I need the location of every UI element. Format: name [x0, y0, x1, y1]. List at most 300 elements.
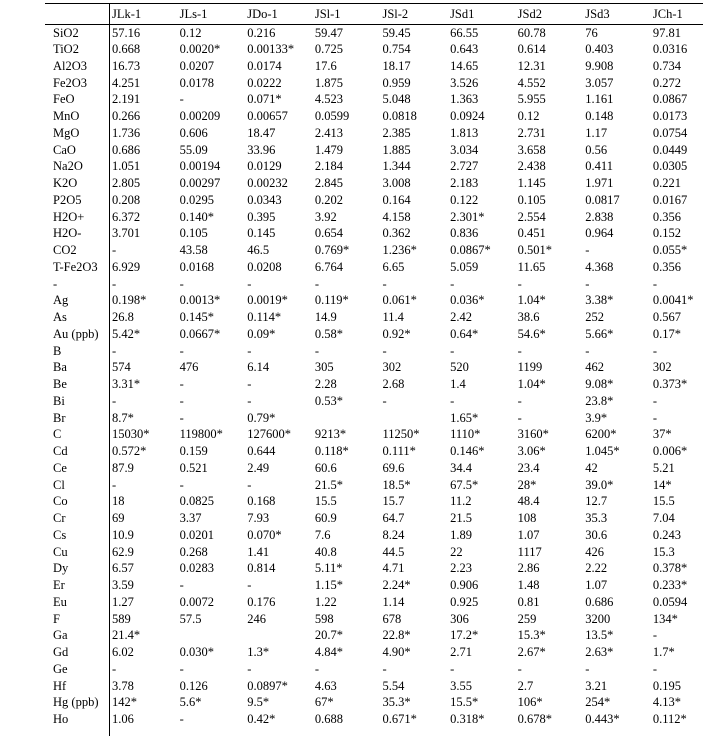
- table-cell: 2.183: [450, 176, 479, 191]
- table-cell: 1.17: [585, 125, 608, 140]
- table-cell: -: [517, 661, 522, 676]
- row-label: H2O+: [53, 209, 85, 224]
- table-cell: 0.572*: [112, 444, 147, 459]
- table-cell: 0.0041*: [652, 293, 694, 308]
- table-cell: 18: [112, 494, 125, 509]
- row-label: T-Fe2O3: [53, 259, 98, 274]
- table-cell: 14.65: [450, 58, 479, 73]
- table-cell: 15.3*: [517, 628, 546, 643]
- table-cell: 17.2*: [450, 628, 479, 643]
- table-cell: 0.443*: [585, 712, 620, 727]
- table-cell: 26.8: [112, 310, 134, 325]
- table-cell: 0.202: [314, 192, 343, 207]
- table-cell: 3.78: [112, 678, 134, 693]
- table-cell: 305: [314, 360, 334, 375]
- row-label: P2O5: [53, 192, 82, 207]
- table-cell: 11250*: [382, 427, 420, 442]
- column-header: JCh-1: [650, 4, 703, 25]
- table-cell: 60.9: [314, 511, 337, 526]
- table-cell: 0.006*: [652, 444, 688, 459]
- table-cell: 43.58: [179, 243, 208, 258]
- table-cell: 0.0599: [314, 109, 350, 124]
- table-cell: 0.362: [382, 226, 411, 241]
- table-cell: 0.00209: [179, 109, 221, 124]
- table-cell: 9.5*: [247, 695, 270, 710]
- table-cell: 18.17: [382, 58, 411, 73]
- table-row: [45, 376, 703, 393]
- table-cell: 3.38*: [585, 293, 614, 308]
- table-cell: 246: [247, 611, 266, 626]
- table-row: [45, 460, 703, 477]
- table-header: [45, 4, 703, 25]
- table-cell: 37*: [652, 427, 672, 442]
- table-row: [45, 326, 703, 343]
- table-cell: 2.49: [247, 460, 270, 475]
- table-cell: 38.6: [517, 310, 540, 325]
- table-cell: 259: [517, 611, 537, 626]
- table-cell: 0.119*: [314, 293, 349, 308]
- table-row: [45, 628, 703, 645]
- table-cell: 0.126: [179, 678, 208, 693]
- table-cell: 1.15*: [314, 578, 343, 593]
- row-label: Ge: [53, 661, 68, 676]
- table-cell: 0.0867*: [450, 243, 491, 258]
- table-cell: 3160*: [517, 427, 549, 442]
- table-cell: 14.9: [314, 310, 337, 325]
- table-row: [45, 443, 703, 460]
- table-row: [45, 92, 703, 109]
- table-row: [45, 577, 703, 594]
- table-cell: 520: [450, 360, 469, 375]
- table-cell: -: [652, 393, 658, 408]
- table-cell: 0.105: [179, 226, 208, 241]
- table-cell: 21.5*: [314, 477, 343, 492]
- table-cell: 0.0667*: [179, 326, 221, 341]
- table-cell: 7.6: [314, 527, 331, 542]
- table-cell: 2.42: [450, 310, 472, 325]
- table-cell: 462: [585, 360, 605, 375]
- table-cell: 5.048: [382, 92, 411, 107]
- table-cell: -: [517, 393, 522, 408]
- row-label: B: [53, 343, 62, 358]
- table-cell: 30.6: [585, 527, 608, 542]
- table-cell: 0.0201: [179, 527, 214, 542]
- table-cell: 0.111*: [382, 444, 416, 459]
- table-cell: 0.216: [247, 25, 276, 40]
- table-cell: 0.925: [450, 594, 479, 609]
- table-row: [45, 209, 703, 226]
- table-cell: 3.658: [517, 142, 546, 157]
- row-label: Fe2O3: [53, 75, 88, 90]
- table-cell: 23.8*: [585, 393, 614, 408]
- table-cell: 21.5: [450, 511, 472, 526]
- table-cell: 2.184: [314, 159, 343, 174]
- table-cell: 0.92*: [382, 326, 411, 341]
- table-cell: 0.114*: [247, 310, 282, 325]
- row-label: Ag: [53, 293, 69, 308]
- table-cell: 0.266: [112, 109, 141, 124]
- table-cell: 0.0167: [652, 192, 688, 207]
- table-cell: 0.12: [179, 25, 202, 40]
- table-cell: 0.09*: [247, 326, 276, 341]
- table-cell: 108: [517, 511, 537, 526]
- table-cell: 1.07: [517, 527, 540, 542]
- table-cell: 1.479: [314, 142, 343, 157]
- table-cell: 1.7*: [652, 645, 675, 660]
- table-cell: 0.0072: [179, 594, 214, 609]
- table-cell: 0.501*: [517, 243, 553, 258]
- table-cell: 0.00194: [179, 159, 221, 174]
- table-cell: -: [517, 343, 522, 358]
- table-cell: 254*: [585, 695, 611, 710]
- table-cell: 15030*: [112, 427, 150, 442]
- table-cell: 0.070*: [247, 527, 282, 542]
- table-row: [45, 309, 703, 326]
- table-row: [45, 678, 703, 695]
- table-cell: 69: [112, 511, 125, 526]
- table-cell: 0.79*: [247, 410, 276, 425]
- table-cell: 476: [179, 360, 199, 375]
- column-header: JSd2: [515, 4, 583, 25]
- table-cell: 0.030*: [179, 645, 214, 660]
- table-cell: 0.654: [314, 226, 343, 241]
- table-row: [45, 276, 703, 293]
- table-cell: 4.84*: [314, 645, 343, 660]
- table-cell: -: [179, 276, 184, 291]
- table-cell: 0.644: [247, 444, 276, 459]
- column-header: JLk-1: [109, 4, 177, 25]
- table-cell: 1110*: [450, 427, 481, 442]
- table-cell: 1.89: [450, 527, 472, 542]
- table-cell: 0.64*: [450, 326, 479, 341]
- table-cell: 0.734: [652, 58, 682, 73]
- table-cell: 18.47: [247, 125, 276, 140]
- table-row: [45, 360, 703, 377]
- table-row: [45, 259, 703, 276]
- table-cell: [379, 410, 447, 427]
- table-cell: 1.045*: [585, 444, 620, 459]
- table-cell: -: [112, 477, 117, 492]
- table-cell: 5.955: [517, 92, 546, 107]
- row-label: Dy: [53, 561, 69, 576]
- table-cell: 22.8*: [382, 628, 411, 643]
- table-cell: 0.0173: [652, 109, 688, 124]
- table-row: [45, 544, 703, 561]
- table-cell: 0.614: [517, 42, 546, 57]
- table-cell: 3.37: [179, 511, 202, 526]
- table-row: [45, 175, 703, 192]
- table-cell: 59.47: [314, 25, 343, 40]
- table-cell: 8.24: [382, 527, 405, 542]
- table-cell: 6.02: [112, 645, 134, 660]
- table-cell: 0.0129: [247, 159, 282, 174]
- table-cell: 1.161: [585, 92, 614, 107]
- table-cell: 0.58*: [314, 326, 343, 341]
- table-cell: 3.057: [585, 75, 614, 90]
- table-cell: 3.55: [450, 678, 472, 693]
- table-row: [45, 695, 703, 712]
- table-cell: 11.65: [517, 259, 546, 274]
- row-label: Cd: [53, 444, 68, 459]
- table-cell: -: [382, 343, 387, 358]
- table-cell: -: [179, 661, 184, 676]
- table-cell: 0.356: [652, 209, 682, 224]
- table-cell: 0.112*: [652, 712, 687, 727]
- table-cell: 0.814: [247, 561, 276, 576]
- row-label: F: [53, 611, 60, 626]
- table-cell: 4.552: [517, 75, 546, 90]
- table-cell: 2.805: [112, 176, 141, 191]
- table-cell: 9213*: [314, 427, 347, 442]
- table-cell: -: [247, 276, 252, 291]
- table-cell: 0.964: [585, 226, 614, 241]
- column-header: JSd3: [582, 4, 650, 25]
- row-label: Cl: [53, 477, 65, 492]
- table-cell: 0.0594: [652, 594, 688, 609]
- table-cell: 3.526: [450, 75, 479, 90]
- table-cell: 2.68: [382, 377, 405, 392]
- row-label: TiO2: [53, 42, 79, 57]
- table-cell: 0.0020*: [179, 42, 221, 57]
- table-cell: -: [652, 410, 658, 425]
- table-cell: 0.061*: [382, 293, 417, 308]
- table-cell: 15.3: [652, 544, 675, 559]
- table-cell: -: [382, 393, 387, 408]
- table-cell: 0.0754: [652, 125, 688, 140]
- table-cell: 67.5*: [450, 477, 479, 492]
- table-cell: 0.272: [652, 75, 682, 90]
- table-cell: 3.06*: [517, 444, 546, 459]
- table-cell: -: [179, 410, 184, 425]
- table-cell: -: [585, 243, 590, 258]
- table-cell: 0.0283: [179, 561, 214, 576]
- table-cell: 1.363: [450, 92, 479, 107]
- column-header: JDo-1: [244, 4, 312, 25]
- table-cell: 0.198*: [112, 293, 147, 308]
- table-row: [45, 242, 703, 259]
- table-cell: 3.701: [112, 226, 141, 241]
- table-cell: 0.318*: [450, 712, 485, 727]
- row-label: As: [53, 310, 67, 325]
- table-row: [45, 477, 703, 494]
- row-label: Al2O3: [53, 58, 88, 73]
- column-header: JSl-2: [379, 4, 447, 25]
- table-cell: 0.176: [247, 594, 276, 609]
- table-row: [45, 561, 703, 578]
- table-cell: 1.07: [585, 578, 608, 593]
- table-cell: 0.906: [450, 578, 479, 593]
- column-header: JSl-1: [312, 4, 380, 25]
- table-cell: 2.554: [517, 209, 546, 224]
- table-cell: 1.885: [382, 142, 411, 157]
- table-cell: 12.31: [517, 58, 546, 73]
- table-cell: 48.4: [517, 494, 540, 509]
- table-cell: 1.051: [112, 159, 141, 174]
- table-cell: 11.2: [450, 494, 472, 509]
- table-cell: 60.6: [314, 460, 337, 475]
- table-cell: 589: [112, 611, 131, 626]
- table-cell: 54.6*: [517, 326, 546, 341]
- column-header: JSd1: [447, 4, 515, 25]
- table-row: [45, 25, 703, 42]
- table-cell: 426: [585, 544, 605, 559]
- table-cell: 0.0897*: [247, 678, 288, 693]
- table-row: [45, 494, 703, 511]
- table-cell: 0.959: [382, 75, 411, 90]
- table-cell: 0.0817: [585, 192, 620, 207]
- table-cell: 1.22: [314, 594, 337, 609]
- table-cell: 1.4: [450, 377, 466, 392]
- row-label: Cs: [53, 527, 67, 542]
- table-cell: 0.56: [585, 142, 608, 157]
- table-cell: 64.7: [382, 511, 405, 526]
- table-cell: 0.0316: [652, 42, 688, 57]
- table-cell: 252: [585, 310, 605, 325]
- table-cell: 1117: [517, 544, 542, 559]
- table-cell: 57.16: [112, 25, 141, 40]
- table-cell: 35.3: [585, 511, 608, 526]
- table-cell: 127600*: [247, 427, 291, 442]
- table-cell: 1.27: [112, 594, 134, 609]
- header-row: [45, 4, 703, 25]
- table-cell: 0.0343: [247, 192, 282, 207]
- table-cell: 2.731: [517, 125, 546, 140]
- table-cell: 23.4: [517, 460, 540, 475]
- table-cell: 4.71: [382, 561, 405, 576]
- table-cell: -: [652, 661, 658, 676]
- table-cell: 134*: [652, 611, 678, 626]
- table-cell: -: [179, 92, 184, 107]
- table-cell: 97.81: [652, 25, 682, 40]
- table-cell: 0.159: [179, 444, 208, 459]
- table-cell: 0.451: [517, 226, 546, 241]
- table-cell: [177, 628, 245, 645]
- table-cell: 16.73: [112, 58, 141, 73]
- table-cell: 0.221: [652, 176, 682, 191]
- table-cell: 4.158: [382, 209, 411, 224]
- row-label: Cu: [53, 544, 68, 559]
- table-cell: 3.008: [382, 176, 411, 191]
- table-cell: -: [179, 343, 184, 358]
- table-cell: 13.5*: [585, 628, 614, 643]
- table-cell: 2.71: [450, 645, 472, 660]
- table-cell: 0.403: [585, 42, 614, 57]
- table-cell: 2.301*: [450, 209, 485, 224]
- table-cell: 0.0013*: [179, 293, 221, 308]
- table-cell: 0.164: [382, 192, 411, 207]
- table-cell: 3.92: [314, 209, 337, 224]
- table-row: [45, 293, 703, 310]
- row-label: Ho: [53, 712, 69, 727]
- table-cell: 142*: [112, 695, 138, 710]
- table-row: [45, 594, 703, 611]
- row-label: MgO: [53, 125, 80, 140]
- table-cell: 3.9*: [585, 410, 608, 425]
- table-cell: 59.45: [382, 25, 411, 40]
- table-cell: 0.122: [450, 192, 479, 207]
- table-cell: -: [450, 661, 455, 676]
- table-cell: 6200*: [585, 427, 617, 442]
- table-cell: 28*: [517, 477, 537, 492]
- table-cell: 18.5*: [382, 477, 411, 492]
- table-cell: 3.31*: [112, 377, 141, 392]
- table-cell: -: [314, 661, 320, 676]
- table-row: [45, 711, 703, 728]
- table-cell: 5.11*: [314, 561, 343, 576]
- table-cell: 76: [585, 25, 598, 40]
- table-cell: 0.168: [247, 494, 276, 509]
- table-cell: 0.836: [450, 226, 479, 241]
- table-cell: -: [314, 276, 320, 291]
- table-cell: 4.13*: [652, 695, 682, 710]
- table-cell: -: [585, 343, 590, 358]
- table-cell: 62.9: [112, 544, 134, 559]
- table-cell: 2.438: [517, 159, 546, 174]
- table-cell: 0.0208: [247, 259, 282, 274]
- table-cell: 46.5: [247, 243, 270, 258]
- table-cell: -: [112, 393, 117, 408]
- table-cell: 0.145: [247, 226, 276, 241]
- table-cell: 34.4: [450, 460, 472, 475]
- table-cell: -: [517, 410, 522, 425]
- table-cell: 598: [314, 611, 334, 626]
- table-cell: 57.5: [179, 611, 202, 626]
- table-cell: 0.00657: [247, 109, 288, 124]
- table-cell: 35.3*: [382, 695, 411, 710]
- table-cell: 0.378*: [652, 561, 688, 576]
- table-cell: -: [179, 477, 184, 492]
- table-cell: 1.875: [314, 75, 343, 90]
- table-cell: 39.0*: [585, 477, 614, 492]
- table-cell: 0.411: [585, 159, 613, 174]
- table-row: [45, 75, 703, 92]
- table-cell: [312, 410, 380, 427]
- row-label: Au (ppb): [53, 326, 99, 341]
- table-cell: 3.21: [585, 678, 608, 693]
- geochemical-reference-table: [45, 3, 703, 728]
- row-label: -: [53, 276, 58, 291]
- table-row: [45, 393, 703, 410]
- table-cell: 0.233*: [652, 578, 688, 593]
- table-cell: 0.395: [247, 209, 276, 224]
- table-cell: 678: [382, 611, 402, 626]
- table-cell: 0.42*: [247, 712, 276, 727]
- table-cell: 1.41: [247, 544, 270, 559]
- table-cell: -: [112, 343, 117, 358]
- table-cell: 0.686: [112, 142, 141, 157]
- table-cell: 3200: [585, 611, 611, 626]
- table-cell: 0.0449: [652, 142, 688, 157]
- table-cell: 14*: [652, 477, 672, 492]
- table-cell: 306: [450, 611, 469, 626]
- row-label: MnO: [53, 109, 80, 124]
- table-cell: 0.678*: [517, 712, 553, 727]
- table-cell: 0.00232: [247, 176, 288, 191]
- table-cell: 0.567: [652, 310, 682, 325]
- table-cell: 2.28: [314, 377, 337, 392]
- table-row: [45, 410, 703, 427]
- table-cell: 0.0168: [179, 259, 214, 274]
- table-cell: -: [179, 578, 184, 593]
- table-cell: 55.09: [179, 142, 208, 157]
- table-cell: 87.9: [112, 460, 134, 475]
- table-cell: 0.148: [585, 109, 614, 124]
- table-cell: 2.67*: [517, 645, 546, 660]
- table-cell: 10.9: [112, 527, 134, 542]
- table-cell: 17.6: [314, 58, 337, 73]
- table-cell: 0.243: [652, 527, 682, 542]
- table-cell: 0.071*: [247, 92, 282, 107]
